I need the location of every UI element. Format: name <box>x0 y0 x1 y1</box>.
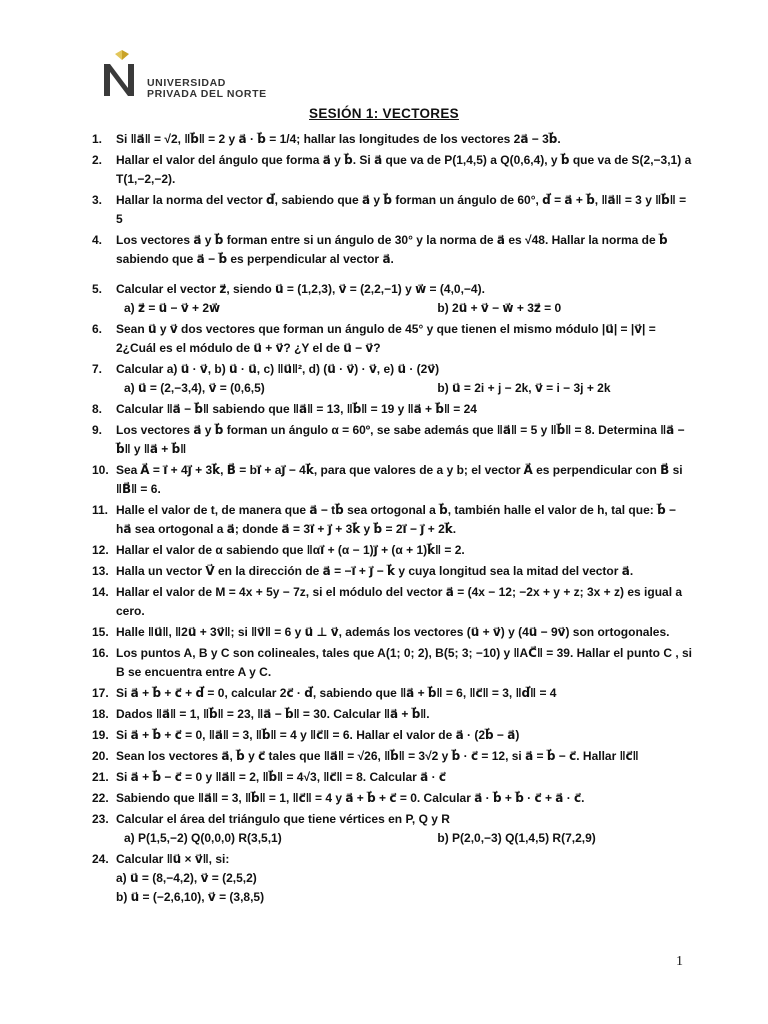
problem-subparts <box>116 379 692 398</box>
problem-item <box>92 280 692 318</box>
problem-item <box>92 400 692 419</box>
subpart-b: b) 2u⃗ + v⃗ − w⃗ + 3z⃗ = 0 <box>437 301 562 315</box>
problem-list <box>92 130 692 907</box>
problem-item <box>92 705 692 724</box>
problem-number: 11. <box>92 503 109 517</box>
subpart-b: b) u⃗ = (−2,6,10), v⃗ = (3,8,5) <box>116 890 265 904</box>
problem-text: Halle ‖u⃗‖, ‖2u⃗ + 3v⃗‖; si ‖v⃗‖ = 6 y u⃗ ⊥ v⃗, además los vectores (u⃗ + v⃗) y (4u⃗ − 9v⃗) son ortogonales. <box>116 625 670 639</box>
subpart-b: b) P(2,0,−3) Q(1,4,5) R(7,2,9) <box>437 831 596 845</box>
problem-number: 2. <box>92 153 103 167</box>
problem-text: Sean los vectores a⃗, b⃗ y c⃗ tales que ‖a⃗‖ = √26, ‖b⃗‖ = 3√2 y b⃗ · c⃗ = 12, si a⃗ = b⃗ − c⃗. Hallar ‖c⃗‖ <box>116 749 639 763</box>
problem-item <box>92 747 692 766</box>
problem-text: Sean u⃗ y v⃗ dos vectores que forman un ángulo de 45° y que tienen el mismo módulo |u⃗| = |v⃗| = 2¿Cuál es el módulo de u⃗ + v⃗? ¿Y el de u⃗ − v⃗? <box>116 322 656 355</box>
problem-text: Si a⃗ + b⃗ + c⃗ = 0, ‖a⃗‖ = 3, ‖b⃗‖ = 4 y ‖c⃗‖ = 6. Hallar el valor de a⃗ · (2b⃗ − a⃗) <box>116 728 520 742</box>
logo-mark-icon <box>101 50 147 100</box>
problem-item <box>92 461 692 499</box>
problem-text: Halle el valor de t, de manera que a⃗ − tb⃗ sea ortogonal a b⃗, también halle el valor de h, tal que: b⃗ − ha⃗ sea ortogonal a a⃗; donde a⃗ = 3i⃗ + j⃗ + 3k⃗ y b⃗ = 2i⃗ − j⃗ + 2k⃗. <box>116 503 677 536</box>
page-number: 1 <box>676 954 683 969</box>
problem-text: Hallar el valor de M = 4x + 5y − 7z, si el módulo del vector a⃗ = (4x − 12; −2x + y + z; 3x + z) es igual a cero. <box>116 585 683 618</box>
problem-number: 8. <box>92 402 103 416</box>
subpart-a: a) P(1,5,−2) Q(0,0,0) R(3,5,1) <box>124 831 282 845</box>
subpart-a: a) u⃗ = (2,−3,4), v⃗ = (0,6,5) <box>124 381 265 395</box>
logo-line-1: UNIVERSIDAD <box>147 77 226 89</box>
problem-number: 20. <box>92 749 109 763</box>
problem-item <box>92 231 692 269</box>
problem-number: 6. <box>92 322 103 336</box>
problem-text: Los vectores a⃗ y b⃗ forman un ángulo α = 60º, se sabe además que ‖a⃗‖ = 5 y ‖b⃗‖ = 8. Determina ‖a⃗ − b⃗‖ y ‖a⃗ + b⃗‖ <box>116 423 685 456</box>
problem-number: 7. <box>92 362 103 376</box>
problem-item <box>92 789 692 808</box>
problem-text: Calcular el área del triángulo que tiene vértices en P, Q y R <box>116 812 450 826</box>
problem-text: Los vectores a⃗ y b⃗ forman entre si un ángulo de 30° y la norma de a⃗ es √48. Hallar la norma de b⃗ sabiendo que a⃗ − b⃗ es perpendicular al vector a⃗. <box>116 233 668 266</box>
problem-text: Calcular ‖a⃗ − b⃗‖ sabiendo que ‖a⃗‖ = 13, ‖b⃗‖ = 19 y ‖a⃗ + b⃗‖ = 24 <box>116 402 477 416</box>
logo-text <box>147 78 267 100</box>
problem-item <box>92 360 692 398</box>
problem-text: Si a⃗ + b⃗ − c⃗ = 0 y ‖a⃗‖ = 2, ‖b⃗‖ = 4√3, ‖c⃗‖ = 8. Calcular a⃗ · c⃗ <box>116 770 447 784</box>
problem-number: 19. <box>92 728 109 742</box>
logo-line-2: PRIVADA DEL NORTE <box>147 88 267 100</box>
problem-number: 21. <box>92 770 109 784</box>
problem-item <box>92 320 692 358</box>
problem-number: 24. <box>92 852 109 866</box>
problem-item <box>92 810 692 848</box>
problem-item <box>92 623 692 642</box>
problem-number: 12. <box>92 543 109 557</box>
problem-number: 22. <box>92 791 109 805</box>
page-title: SESIÓN 1: VECTORES <box>309 106 459 121</box>
problem-text: Si a⃗ + b⃗ + c⃗ + d⃗ = 0, calcular 2c⃗ · d⃗, sabiendo que ‖a⃗ + b⃗‖ = 6, ‖c⃗‖ = 3, ‖d⃗‖ = 4 <box>116 686 557 700</box>
problem-number: 5. <box>92 282 103 296</box>
problem-text: Hallar el valor del ángulo que forma a⃗ y b⃗. Si a⃗ que va de P(1,4,5) a Q(0,6,4), y b⃗ que va de S(2,−3,1) a T(1,−2,−2). <box>116 153 692 186</box>
subpart-b: b) u⃗ = 2i + j − 2k, v⃗ = i − 3j + 2k <box>437 381 611 395</box>
problem-number: 15. <box>92 625 109 639</box>
problem-number: 18. <box>92 707 109 721</box>
problem-number: 9. <box>92 423 103 437</box>
problem-item <box>92 644 692 682</box>
problem-number: 14. <box>92 585 109 599</box>
problem-text: Calcular el vector z⃗, siendo u⃗ = (1,2,3), v⃗ = (2,2,−1) y w⃗ = (4,0,−4). <box>116 282 485 296</box>
problem-text: Hallar la norma del vector d⃗, sabiendo que a⃗ y b⃗ forman un ángulo de 60°, d⃗ = a⃗ + b⃗, ‖a⃗‖ = 3 y ‖b⃗‖ = 5 <box>116 193 687 226</box>
problem-item <box>92 191 692 229</box>
problem-text: Sabiendo que ‖a⃗‖ = 3, ‖b⃗‖ = 1, ‖c⃗‖ = 4 y a⃗ + b⃗ + c⃗ = 0. Calcular a⃗ · b⃗ + b⃗ · c⃗ + a⃗ · c⃗. <box>116 791 585 805</box>
problem-text: Calcular ‖u⃗ × v⃗‖, si: <box>116 852 230 866</box>
problem-number: 4. <box>92 233 103 247</box>
problem-item <box>92 726 692 745</box>
problem-text: Dados ‖a⃗‖ = 1, ‖b⃗‖ = 23, ‖a⃗ − b⃗‖ = 30. Calcular ‖a⃗ + b⃗‖. <box>116 707 430 721</box>
problem-text: Sea A⃗ = i⃗ + 4j⃗ + 3k⃗, B⃗ = bi⃗ + aj⃗ − 4k⃗, para que valores de a y b; el vector A⃗ es perpendicular con B⃗ si ‖B⃗‖ = 6. <box>116 463 683 496</box>
problem-number: 3. <box>92 193 103 207</box>
problem-text: Calcular a) u⃗ · v⃗, b) u⃗ · u⃗, c) ‖u⃗‖², d) (u⃗ · v⃗) · v⃗, e) u⃗ · (2v⃗) <box>116 362 440 376</box>
problem-item <box>92 151 692 189</box>
problem-item <box>92 130 692 149</box>
subpart-a: a) z⃗ = u⃗ − v⃗ + 2w⃗ <box>124 301 221 315</box>
problem-text: Hallar el valor de α sabiendo que ‖αi⃗ + (α − 1)j⃗ + (α + 1)k⃗‖ = 2. <box>116 543 465 557</box>
problem-item <box>92 541 692 560</box>
problem-text: Los puntos A, B y C son colineales, tales que A(1; 0; 2), B(5; 3; −10) y ‖AC⃗‖ = 39. Hallar el punto C , si B se encuentra entre A y C. <box>116 646 692 679</box>
problem-number: 10. <box>92 463 109 477</box>
problem-item <box>92 421 692 459</box>
problem-item <box>92 768 692 787</box>
problem-number: 23. <box>92 812 109 826</box>
problem-item <box>92 850 692 907</box>
svg-text:N: N <box>117 80 118 81</box>
problem-text: Halla un vector V⃗ en la dirección de a⃗ = −i⃗ + j⃗ − k⃗ y cuya longitud sea la mitad del vector a⃗. <box>116 564 634 578</box>
problem-number: 17. <box>92 686 109 700</box>
problem-number: 16. <box>92 646 109 660</box>
problem-number: 13. <box>92 564 109 578</box>
problem-subparts <box>116 829 692 848</box>
problem-item <box>92 562 692 581</box>
problem-item <box>92 583 692 621</box>
problem-item <box>92 501 692 539</box>
problem-subparts <box>116 299 692 318</box>
problem-number: 1. <box>92 132 103 146</box>
problem-item <box>92 684 692 703</box>
problem-text: Si ‖a⃗‖ = √2, ‖b⃗‖ = 2 y a⃗ · b⃗ = 1/4; hallar las longitudes de los vectores 2a⃗ − 3b⃗. <box>116 132 561 146</box>
subpart-a: a) u⃗ = (8,−4,2), v⃗ = (2,5,2) <box>116 871 257 885</box>
university-logo <box>101 50 271 100</box>
